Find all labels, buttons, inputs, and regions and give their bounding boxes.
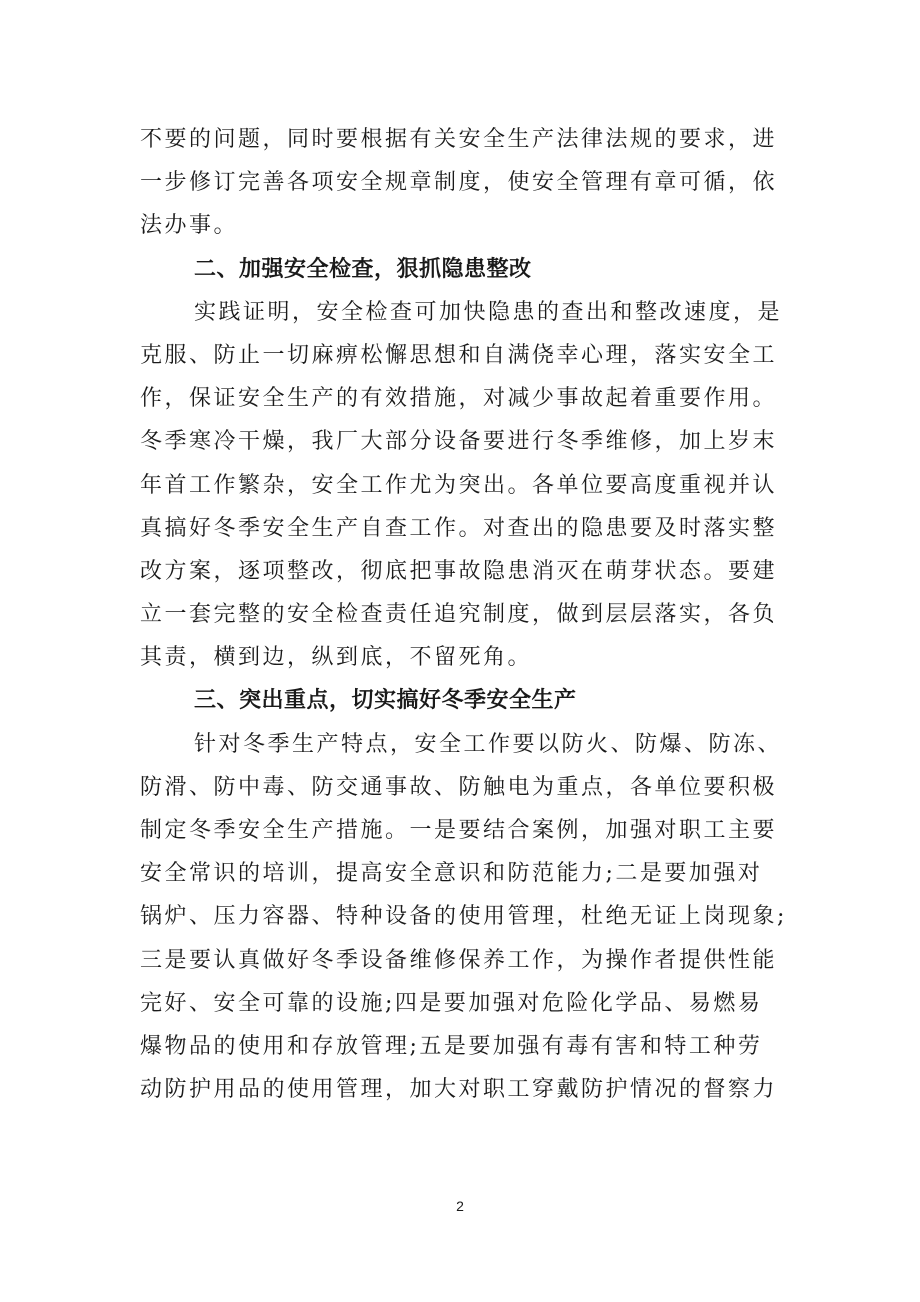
- body-line: 一步修订完善各项安全规章制度，使安全管理有章可循，依: [140, 170, 778, 196]
- section-heading-2: 二、加强安全检查，狠抓隐患整改: [194, 256, 532, 282]
- paragraph-first-line: 实践证明，安全检查可加快隐患的查出和整改速度，是: [194, 299, 783, 325]
- body-line: 防滑、防中毒、防交通事故、防触电为重点，各单位要积极: [140, 774, 778, 800]
- body-line: 冬季寒冷干燥，我厂大部分设备要进行冬季维修，加上岁末: [140, 429, 778, 455]
- body-line: 其责，横到边，纵到底，不留死角。: [140, 645, 533, 671]
- body-line: 真搞好冬季安全生产自查工作。对查出的隐患要及时落实整: [140, 515, 778, 541]
- body-line: 年首工作繁杂，安全工作尤为突出。各单位要高度重视并认: [140, 472, 778, 498]
- body-line: 法办事。: [140, 213, 239, 239]
- body-line: 锅炉、压力容器、特种设备的使用管理，杜绝无证上岗现象;: [140, 904, 787, 930]
- document-body: [140, 118, 790, 1111]
- body-line: 爆物品的使用和存放管理;五是要加强有毒有害和特工种劳: [140, 1033, 763, 1059]
- body-line: 克服、防止一切麻痹松懈思想和自满侥幸心理，落实安全工: [140, 342, 778, 368]
- body-line: 不要的问题，同时要根据有关安全生产法律法规的要求，进: [140, 127, 778, 152]
- section-heading-3: 三、突出重点，切实搞好冬季安全生产: [194, 688, 577, 714]
- body-line: 制定冬季安全生产措施。一是要结合案例，加强对职工主要: [140, 818, 778, 843]
- body-line: 完好、安全可靠的设施;四是要加强对危险化学品、易燃易: [140, 990, 763, 1016]
- body-line: 立一套完整的安全检查责任追究制度，做到层层落实，各负: [140, 602, 778, 628]
- page-number: 2: [456, 1198, 464, 1214]
- body-line: 安全常识的培训，提高安全意识和防范能力;二是要加强对: [140, 861, 763, 887]
- body-line: 作，保证安全生产的有效措施，对减少事故起着重要作用。: [140, 386, 778, 412]
- body-line: 动防护用品的使用管理，加大对职工穿戴防护情况的督察力: [140, 1077, 778, 1103]
- body-line: 改方案，逐项整改，彻底把事故隐患消灭在萌芽状态。要建: [140, 558, 778, 584]
- body-line: 三是要认真做好冬季设备维修保养工作，为操作者提供性能: [140, 947, 778, 973]
- paragraph-first-line: 针对冬季生产特点，安全工作要以防火、防爆、防冻、: [194, 731, 783, 757]
